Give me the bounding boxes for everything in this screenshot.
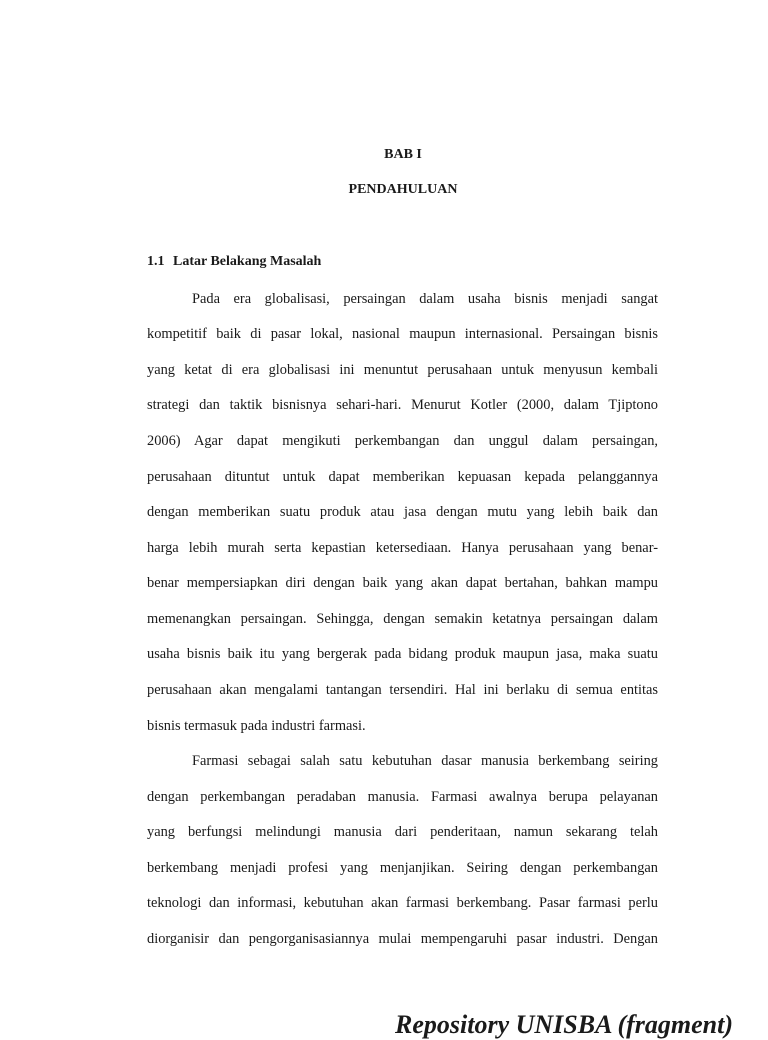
section-title: Latar Belakang Masalah bbox=[173, 254, 322, 269]
paragraph-line: Farmasi sebagai salah satu kebutuhan dasar manusia berkembang seiring bbox=[192, 753, 658, 769]
paragraph-line: dengan memberikan suatu produk atau jasa dengan mutu yang lebih baik dan bbox=[147, 504, 658, 520]
paragraph-line: memenangkan persaingan. Sehingga, dengan semakin ketatnya persaingan dalam bbox=[147, 611, 658, 627]
chapter-title: PENDAHULUAN bbox=[348, 182, 458, 197]
paragraph-line: strategi dan taktik bisnisnya sehari-hari. Menurut Kotler (2000, dalam Tjiptono bbox=[147, 397, 658, 413]
paragraph-line: perusahaan akan mengalami tantangan tersendiri. Hal ini berlaku di semua entitas bbox=[147, 682, 658, 698]
paragraph-line: yang berfungsi melindungi manusia dari penderitaan, namun sekarang telah bbox=[147, 824, 658, 840]
paragraph-line: yang ketat di era globalisasi ini menuntut perusahaan untuk menyusun kembali bbox=[147, 362, 658, 378]
paragraph-line: bisnis termasuk pada industri farmasi. bbox=[147, 718, 366, 734]
section-number: 1.1 bbox=[147, 254, 165, 269]
chapter-number: BAB I bbox=[384, 147, 422, 162]
paragraph-line: dengan perkembangan peradaban manusia. Farmasi awalnya berupa pelayanan bbox=[147, 789, 658, 805]
paragraph-line: benar mempersiapkan diri dengan baik yang akan dapat bertahan, bahkan mampu bbox=[147, 575, 658, 591]
paragraph-line: diorganisir dan pengorganisasiannya mulai mempengaruhi pasar industri. Dengan bbox=[147, 931, 658, 947]
paragraph-line: harga lebih murah serta kepastian ketersediaan. Hanya perusahaan yang benar- bbox=[147, 540, 658, 556]
paragraph-line: Pada era globalisasi, persaingan dalam usaha bisnis menjadi sangat bbox=[192, 291, 658, 307]
paragraph-line: teknologi dan informasi, kebutuhan akan farmasi berkembang. Pasar farmasi perlu bbox=[147, 895, 658, 911]
paragraph-line: kompetitif baik di pasar lokal, nasional maupun internasional. Persaingan bisnis bbox=[147, 326, 658, 342]
paragraph-line: berkembang menjadi profesi yang menjanjikan. Seiring dengan perkembangan bbox=[147, 860, 658, 876]
paragraph-line: perusahaan dituntut untuk dapat memberikan kepuasan kepada pelanggannya bbox=[147, 469, 658, 485]
paragraph-line: 2006) Agar dapat mengikuti perkembangan dan unggul dalam persaingan, bbox=[147, 433, 658, 449]
paragraph-line: usaha bisnis baik itu yang bergerak pada bidang produk maupun jasa, maka suatu bbox=[147, 646, 658, 662]
section-heading bbox=[147, 254, 321, 270]
footer-watermark-text: Repository UNISBA (fragment) bbox=[395, 1010, 734, 1039]
